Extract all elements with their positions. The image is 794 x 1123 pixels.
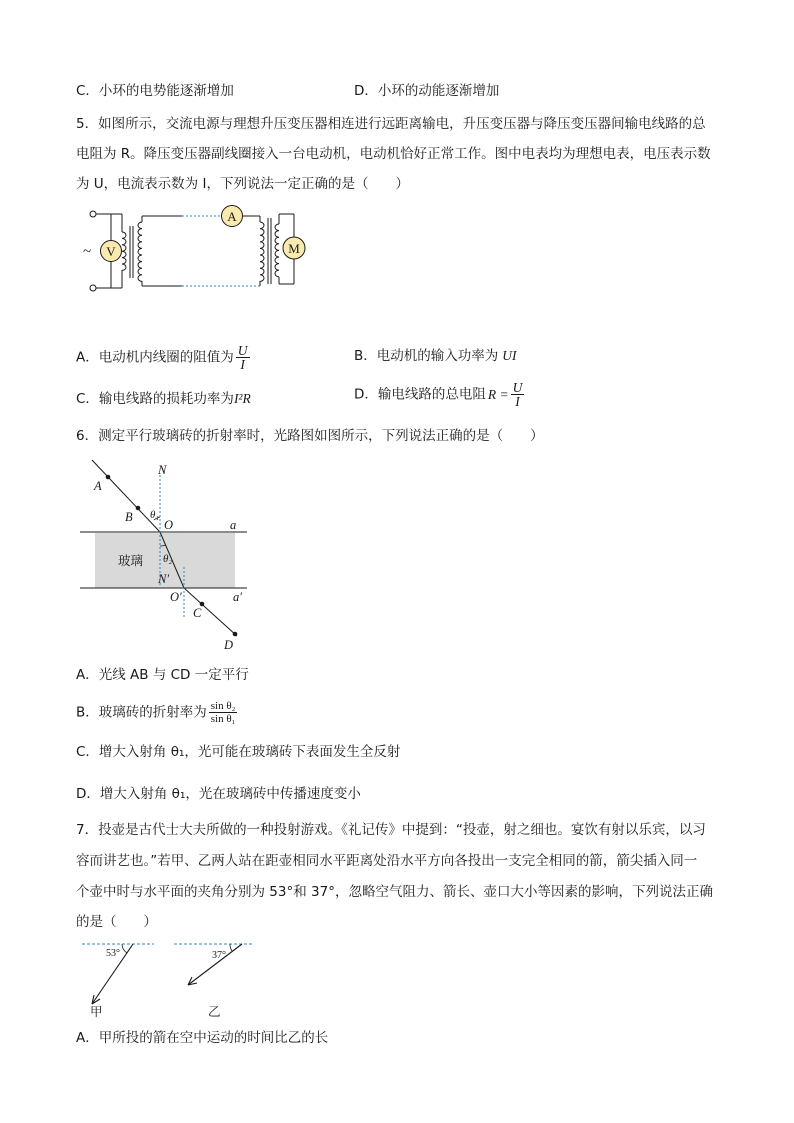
- ammeter-label: A: [227, 209, 237, 224]
- q6-option-b-fraction: [209, 700, 238, 725]
- fraction-denominator: I: [515, 394, 520, 409]
- fraction-numerator: U: [237, 343, 248, 358]
- q6-option-a: A．光线 AB 与 CD 一定平行: [76, 667, 249, 683]
- q5-option-c-text: C．输电线路的损耗功率为: [76, 391, 234, 407]
- q6-option-b: [76, 700, 237, 725]
- q6-stem-line1: 6．测定平行玻璃砖的折射率时，光路图如图所示，下列说法正确的是（ ）: [76, 428, 544, 444]
- point-b-dot: [136, 506, 141, 511]
- q7-option-a: A．甲所投的箭在空中运动的时间比乙的长: [76, 1030, 329, 1046]
- q6-option-c: C．增大入射角 θ₁，光可能在玻璃砖下表面发生全反射: [76, 744, 401, 760]
- label-n-prime: N′: [158, 572, 170, 586]
- q6-option-b-text: B．玻璃砖的折射率为: [76, 704, 207, 721]
- q5-stem-line1: 5．如图所示，交流电源与理想升压变压器相连进行远距离输电，升压变压器与降压变压器间输电线路的总: [76, 116, 706, 132]
- terminal-top: [90, 211, 96, 217]
- person-yi-label: 乙: [208, 1005, 221, 1019]
- motor-label: M: [288, 241, 300, 256]
- emergent-ray: [184, 588, 237, 636]
- label-a-prime-surface: a′: [233, 590, 242, 604]
- angle-53-label: 53°: [106, 948, 120, 959]
- q5-option-d-fraction: [511, 381, 525, 408]
- label-o: O: [164, 518, 174, 532]
- fraction-numerator: sin θ₂: [210, 700, 236, 712]
- point-a-dot: [106, 475, 111, 480]
- label-o-prime: O′: [170, 590, 182, 604]
- terminal-bottom: [90, 285, 96, 291]
- q5-option-b-expr: UI: [502, 348, 517, 363]
- fraction-denominator: sin θ₁: [210, 713, 236, 725]
- label-theta1: θ₁: [150, 509, 160, 521]
- q7-stem-line4: 的是（ ）: [76, 914, 157, 930]
- q5-option-d: [354, 381, 524, 408]
- label-a-surface: a: [230, 518, 237, 532]
- angle-37-label: 37°: [212, 950, 226, 961]
- q5-option-a-fraction: [236, 344, 250, 371]
- label-n: N: [158, 463, 167, 477]
- q7-stem-line1: 7．投壶是古代士大夫所做的一种投射游戏。《礼记传》中提到：“投壶，射之细也。宴饮有射以乐宾，以习: [76, 822, 706, 838]
- q5-option-d-lhs: R =: [487, 386, 509, 402]
- q5-option-c: [76, 389, 251, 409]
- voltmeter-label: V: [106, 244, 116, 259]
- q5-option-b: [354, 346, 517, 366]
- label-theta2: θ₂: [163, 553, 173, 565]
- q5-option-a-text: A．电动机内线圈的阻值为: [76, 349, 234, 366]
- q4-option-d: D．小环的动能逐渐增加: [354, 83, 500, 99]
- fraction-denominator: I: [240, 357, 245, 372]
- fraction-numerator: U: [512, 380, 523, 395]
- label-d: D: [224, 638, 234, 652]
- q5-stem-line2: 电阻为 R。降压变压器副线圈接入一台电动机，电动机恰好正常工作。图中电表均为理想电表，电压表示数: [76, 146, 711, 162]
- q5-stem-line3: 为 U，电流表示数为 I，下列说法一定正确的是（ ）: [76, 176, 409, 192]
- label-b: B: [125, 510, 133, 524]
- q6-option-d: D．增大入射角 θ₁，光在玻璃砖中传播速度变小: [76, 786, 361, 802]
- q5-option-d-text: D．输电线路的总电阻: [354, 386, 486, 403]
- person-jia-label: 甲: [90, 1005, 103, 1019]
- q5-option-b-text: B．电动机的输入功率为: [354, 348, 499, 364]
- q5-circuit-figure: [80, 202, 320, 292]
- label-c: C: [193, 606, 202, 620]
- q5-option-c-expr: I²R: [233, 391, 251, 406]
- q4-option-c: C．小环的电势能逐渐增加: [76, 83, 234, 99]
- label-a: A: [94, 479, 102, 493]
- q7-stem-line2: 容而讲艺也。”若甲、乙两人站在距壶相同水平距离处沿水平方向各投出一支完全相同的箭，箭尖插入同一: [76, 853, 698, 869]
- ac-source-symbol: ~: [83, 244, 92, 260]
- label-glass: 玻璃: [118, 554, 144, 568]
- q6-refraction-figure: [80, 455, 255, 655]
- point-d-dot: [233, 632, 238, 637]
- q7-arrows-figure: [78, 938, 278, 1018]
- q7-stem-line3: 个壶中时与水平面的夹角分别为 53°和 37°，忽略空气阻力、箭长、壶口大小等因素的影响，下列说法正确: [76, 884, 713, 900]
- q5-option-a: [76, 344, 250, 371]
